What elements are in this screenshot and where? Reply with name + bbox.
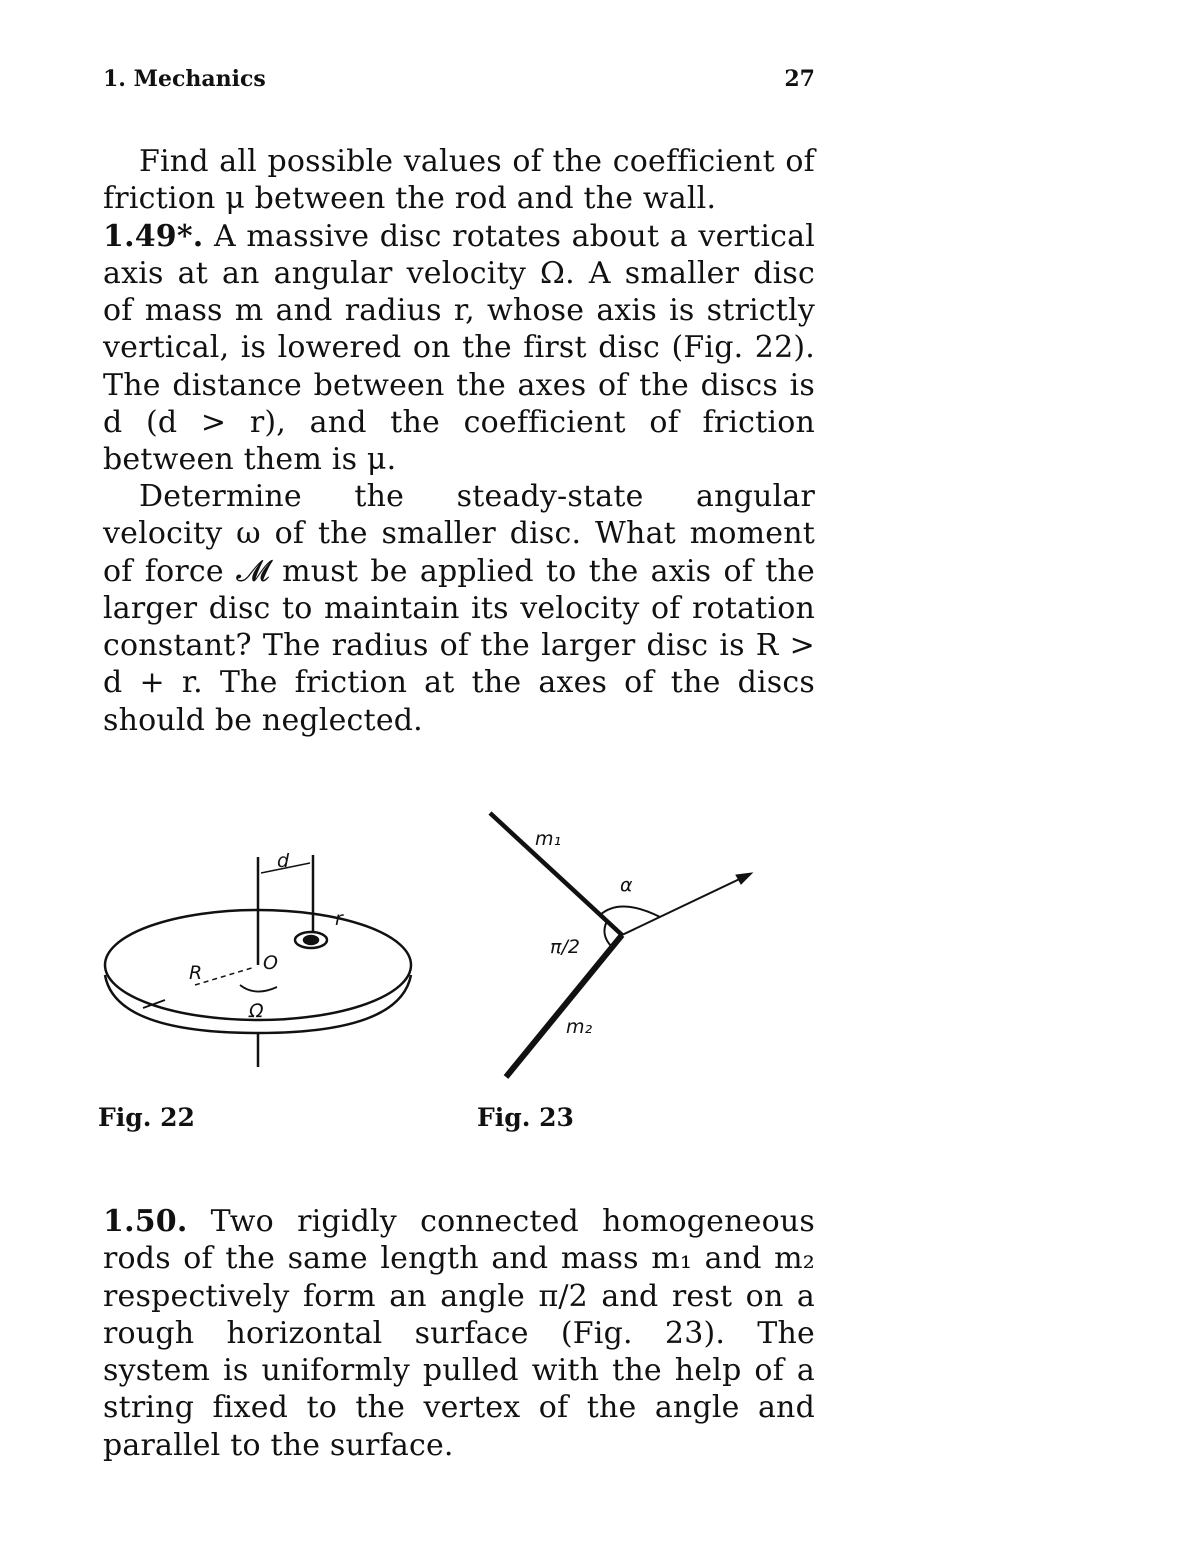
alpha-arc — [600, 906, 660, 917]
label-m1: m₁ — [535, 828, 562, 850]
problem-1-50 — [103, 1203, 815, 1464]
label-R: R — [189, 962, 203, 984]
problem-number: 1.49*. — [103, 218, 204, 254]
problem-number: 1.50. — [103, 1204, 188, 1239]
string-arrowhead — [736, 873, 752, 884]
figure-22 — [95, 845, 425, 1075]
string — [622, 875, 748, 935]
small-disc-center — [304, 936, 318, 944]
paragraph-problem-1-49-question: Determine the steady-state angular velocity ω of the smaller disc. What moment of force 𝓜 must be applied to the axis of the larger disc to maintain its velocity of rotation constant? The radius of the larger disc is R > d + r. The friction at the axes of the discs should be neglected. — [103, 479, 815, 738]
page-number: 27 — [784, 66, 815, 92]
label-d: d — [277, 850, 290, 872]
problem-text: Two rigidly connected homogeneous rods of the same length and mass m₁ and m₂ respectively form an angle π/2 and rest on a rough horizontal surface (Fig. 23). The system is uniformly pulled with the help of a string fixed to the vertex of the angle and parallel to the surface. — [103, 1204, 815, 1463]
section-title: 1. Mechanics — [103, 66, 266, 92]
label-r: r — [335, 908, 343, 930]
figure-23 — [480, 805, 760, 1085]
label-m2: m₂ — [566, 1016, 593, 1038]
label-O: O — [263, 952, 278, 974]
problem-1-49 — [103, 218, 815, 479]
problem-text: A massive disc rotates about a vertical axis at an angular velocity Ω. A smaller disc of mass m and radius r, whose axis is strictly vertical, is lowered on the first disc (Fig. 22). The distance between the axes of the discs is d (d > r), and the coefficient of friction between them is μ. — [103, 218, 815, 478]
problem-1-49-block — [103, 143, 815, 479]
paragraph-prev-problem-end: Find all possible values of the coefficient of friction μ between the rod and the wall. — [103, 144, 815, 217]
page-header — [103, 66, 815, 102]
label-pi-half: π/2 — [550, 936, 580, 958]
label-omega: Ω — [249, 1000, 264, 1022]
label-alpha: α — [620, 874, 633, 896]
figure-22-caption: Fig. 22 — [98, 1103, 195, 1132]
figure-23-caption: Fig. 23 — [477, 1103, 574, 1132]
